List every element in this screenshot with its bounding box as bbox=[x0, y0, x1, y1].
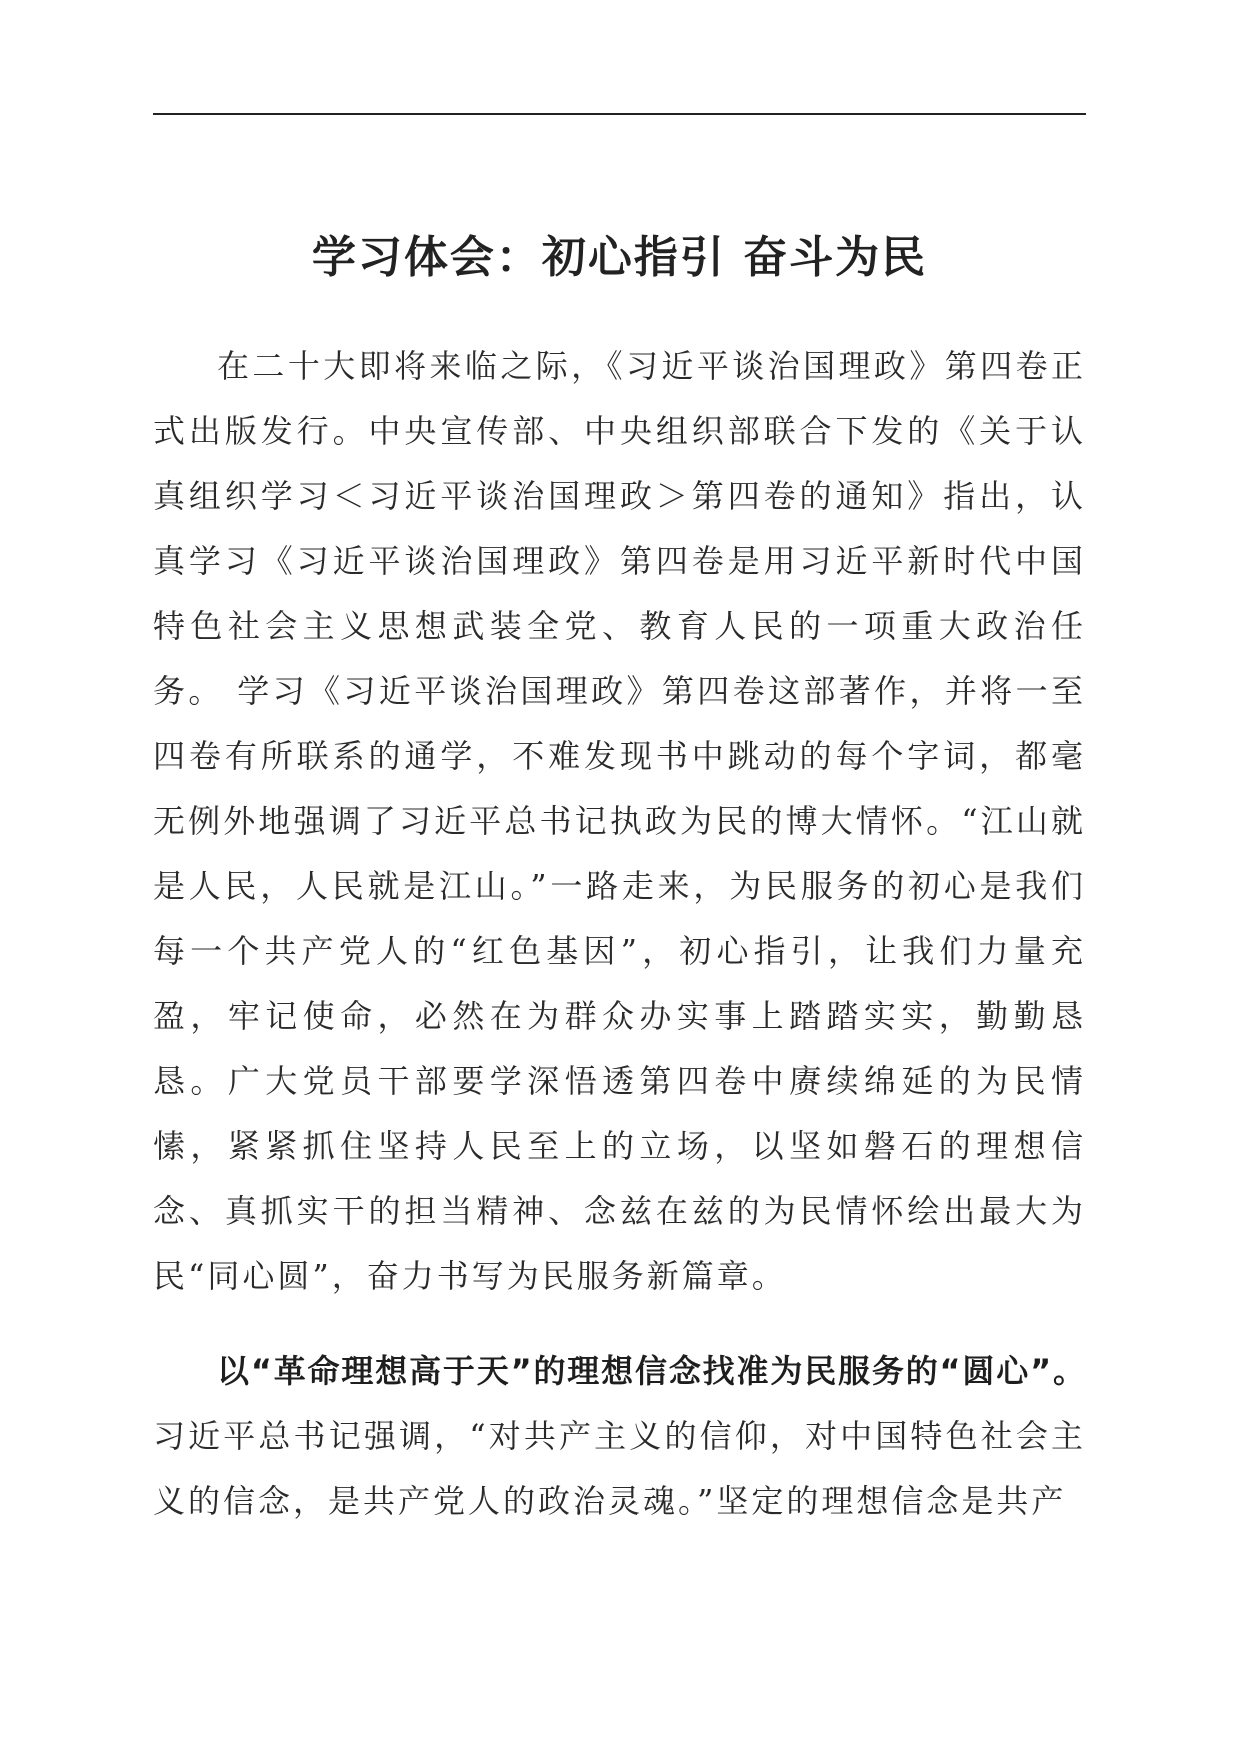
document-title: 学习体会：初心指引 奋斗为民 bbox=[311, 232, 928, 283]
paragraph-section-1 bbox=[153, 1339, 1086, 1534]
section-body-text: 习近平总书记强调，“对共产主义的信仰，对中国特色社会主义的信念，是共产党人的政治灵魂。”坚定的理想信念是共产 bbox=[153, 1417, 1086, 1520]
header-rule bbox=[153, 113, 1086, 115]
section-heading: 以“革命理想高于天”的理想信念找准为民服务的“圆心”。 bbox=[217, 1352, 1086, 1390]
paragraph-intro: 在二十大即将来临之际，《习近平谈治国理政》第四卷正式出版发行。中央宣传部、中央组织部联合下发的《关于认真组织学习＜习近平谈治国理政＞第四卷的通知》指出，认真学习《习近平谈治国理政》第四卷是用习近平新时代中国特色社会主义思想武装全党、教育人民的一项重大政治任务。 学习《习近平谈治国理政》第四卷这部著作，并将一至四卷有所联系的通学，不难发现书中跳动的每个字词，都毫无例外地强调了习近平总书记执政为民的博大情怀。“江山就是人民，人民就是江山。”一路走来，为民服务的初心是我们每一个共产党人的“红色基因”，初心指引，让我们力量充盈，牢记使命，必然在为群众办实事上踏踏实实，勤勤恳恳。广大党员干部要学深悟透第四卷中赓续绵延的为民情愫，紧紧抓住坚持人民至上的立场，以坚如磐石的理想信念、真抓实干的担当精神、念兹在兹的为民情怀绘出最大为民“同心圆”，奋力书写为民服务新篇章。 bbox=[153, 347, 1086, 1295]
